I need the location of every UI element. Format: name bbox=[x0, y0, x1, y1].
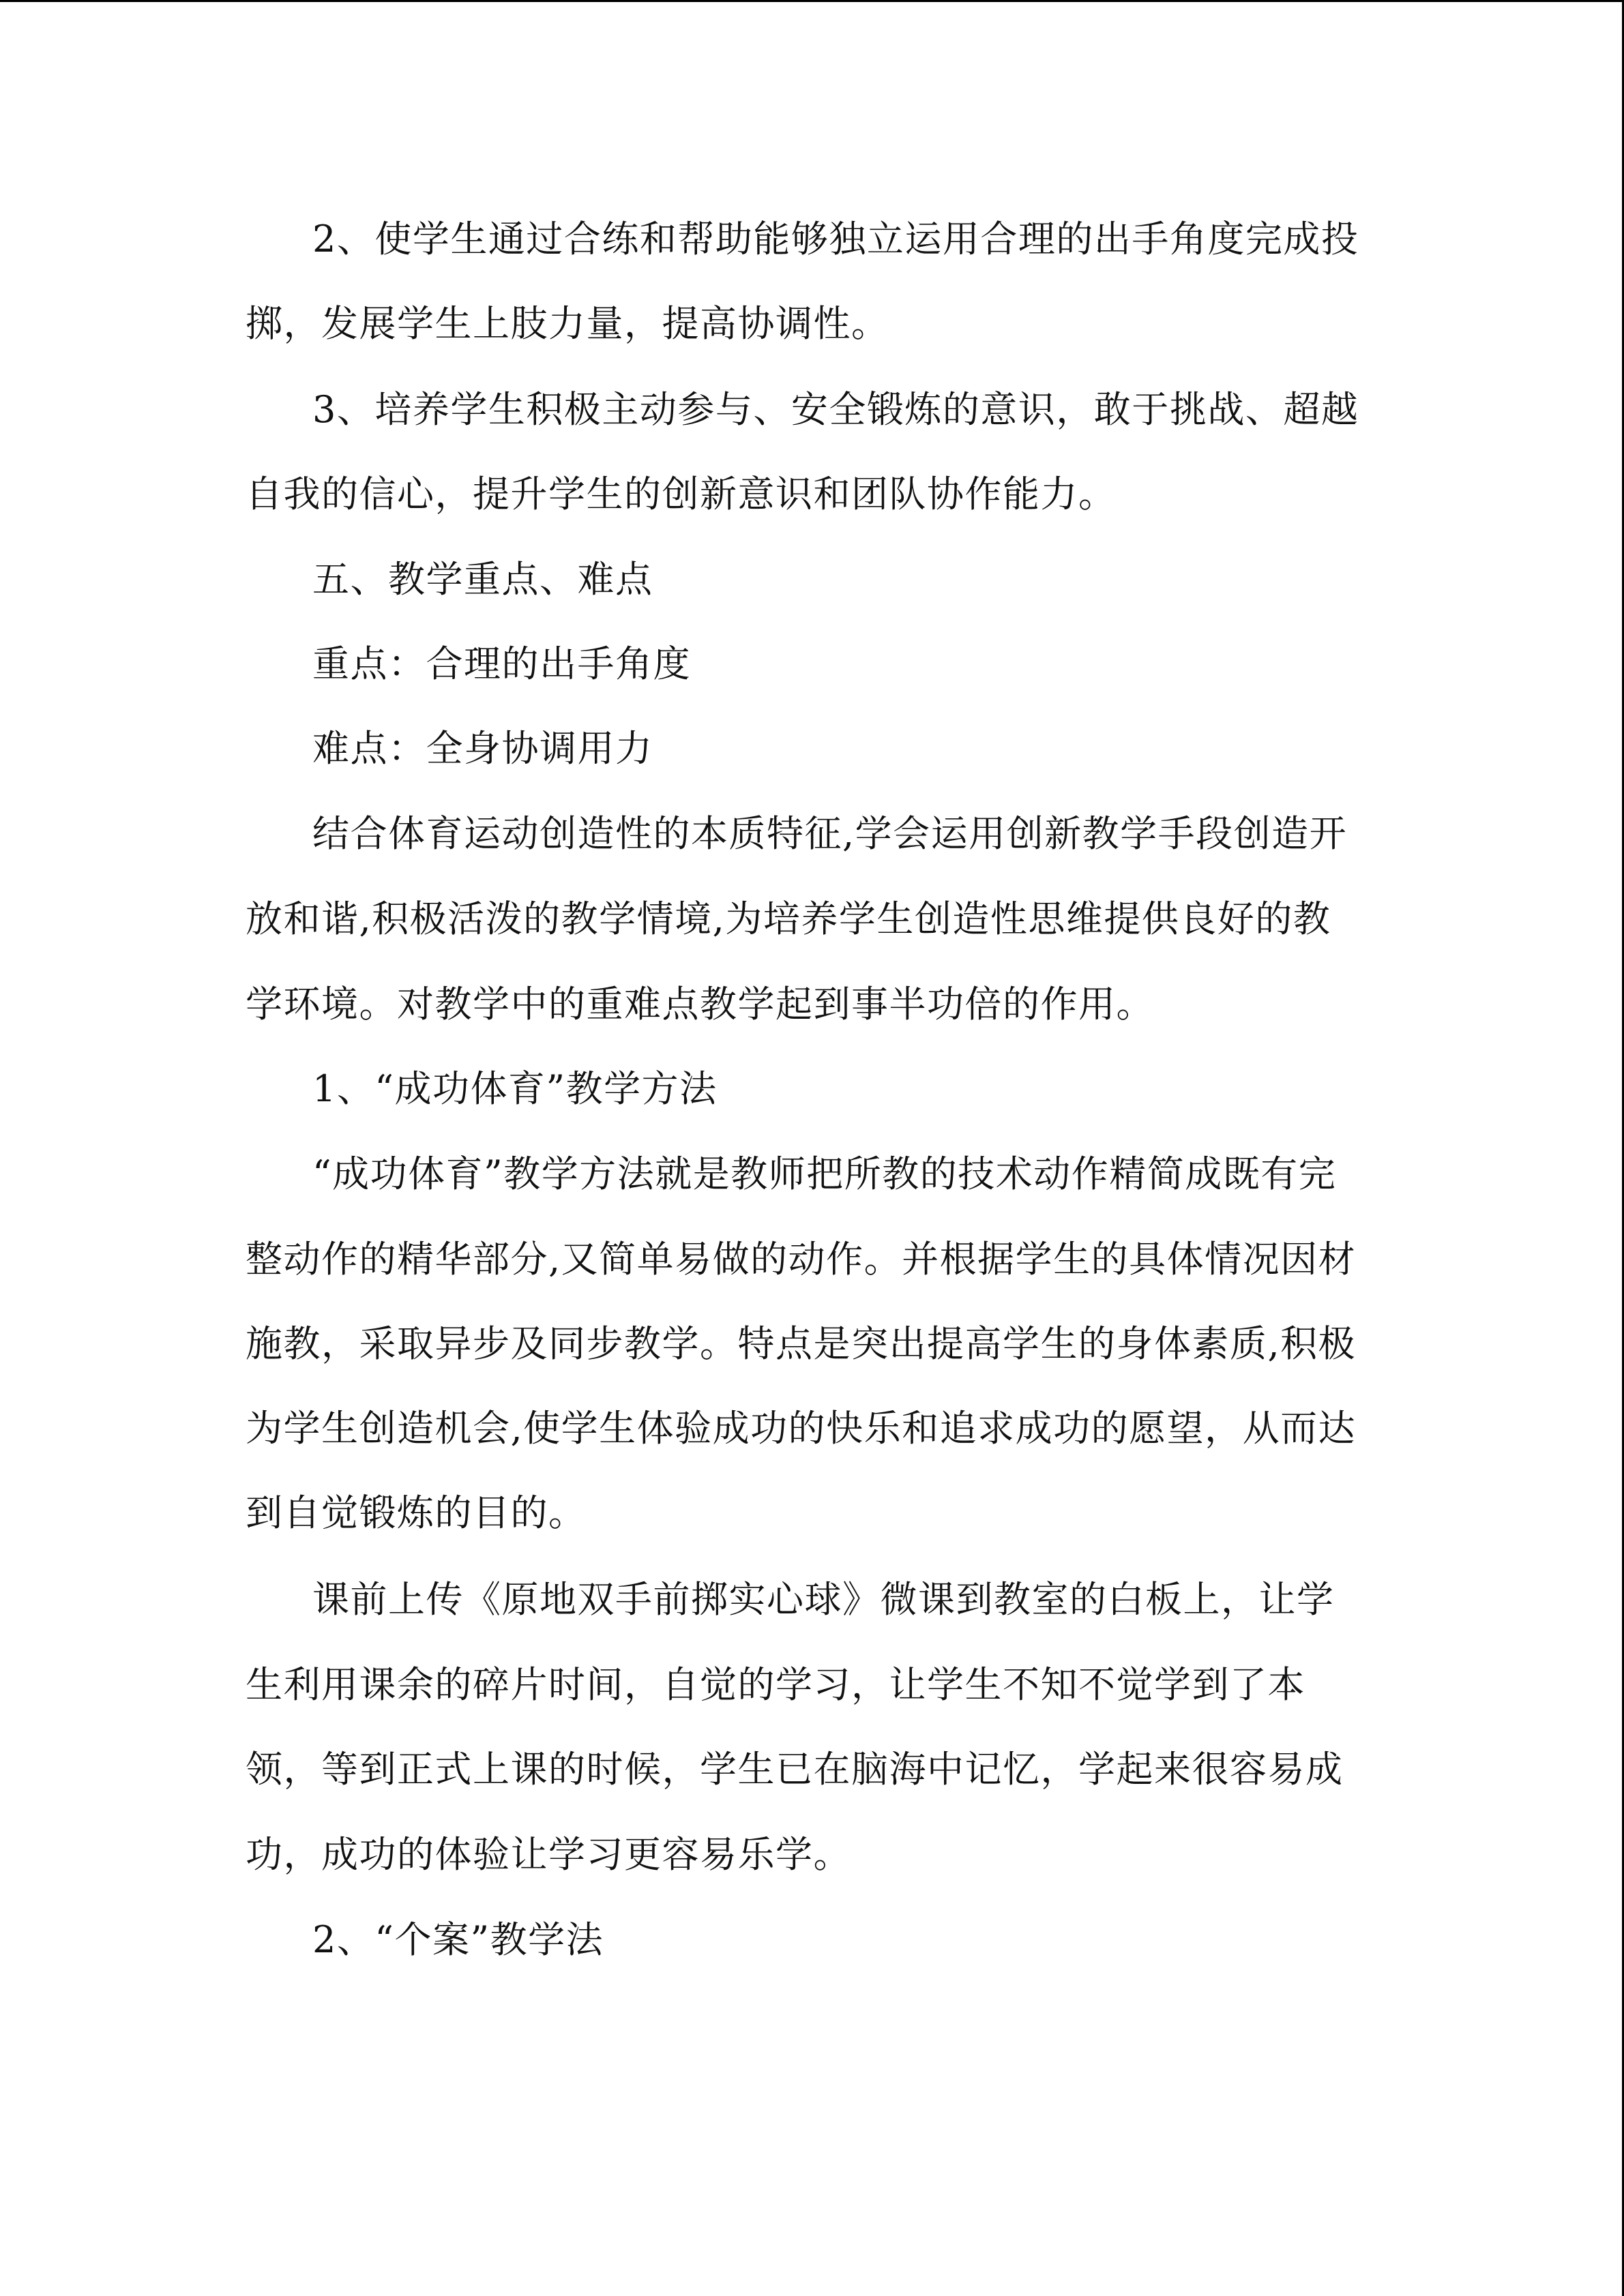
paragraph-line: 到自觉锻炼的目的。 bbox=[246, 1491, 587, 1534]
subsection-heading: 1、“成功体育”教学方法 bbox=[312, 1067, 718, 1110]
paragraph-line: 重点：合理的出手角度 bbox=[312, 642, 691, 685]
paragraph-line: 为学生创造机会,使学生体验成功的快乐和追求成功的愿望，从而达 bbox=[246, 1407, 1357, 1450]
page-top-border bbox=[0, 0, 1624, 2]
paragraph-line: 掷，发展学生上肢力量，提高协调性。 bbox=[246, 302, 889, 345]
paragraph-line: 生利用课余的碎片时间，自觉的学习，让学生不知不觉学到了本 bbox=[246, 1663, 1305, 1706]
paragraph-line: 课前上传《原地双手前掷实心球》微课到教室的白板上，让学 bbox=[312, 1578, 1335, 1621]
section-heading: 五、教学重点、难点 bbox=[312, 558, 653, 601]
paragraph-line: 难点：全身协调用力 bbox=[312, 727, 653, 770]
paragraph-line: 整动作的精华部分,又简单易做的动作。并根据学生的具体情况因材 bbox=[246, 1238, 1357, 1281]
paragraph-line: 放和谐,积极活泼的教学情境,为培养学生创造性思维提供良好的教 bbox=[246, 897, 1331, 940]
paragraph-line: 功，成功的体验让学习更容易乐学。 bbox=[246, 1833, 851, 1876]
paragraph-line: 自我的信心，提升学生的创新意识和团队协作能力。 bbox=[246, 473, 1117, 516]
subsection-heading: 2、“个案”教学法 bbox=[312, 1918, 604, 1961]
paragraph-line: 学环境。对教学中的重难点教学起到事半功倍的作用。 bbox=[246, 983, 1154, 1026]
paragraph-line: 2、使学生通过合练和帮助能够独立运用合理的出手角度完成投 bbox=[312, 218, 1359, 260]
paragraph-line: 结合体育运动创造性的本质特征,学会运用创新教学手段创造开 bbox=[312, 812, 1348, 855]
paragraph-line: “成功体育”教学方法就是教师把所教的技术动作精简成既有完 bbox=[312, 1152, 1337, 1195]
paragraph-line: 施教，采取异步及同步教学。特点是突出提高学生的身体素质,积极 bbox=[246, 1322, 1357, 1365]
paragraph-line: 3、培养学生积极主动参与、安全锻炼的意识，敢于挑战、超越 bbox=[312, 388, 1359, 431]
paragraph-line: 领，等到正式上课的时候，学生已在脑海中记忆，学起来很容易成 bbox=[246, 1748, 1344, 1791]
